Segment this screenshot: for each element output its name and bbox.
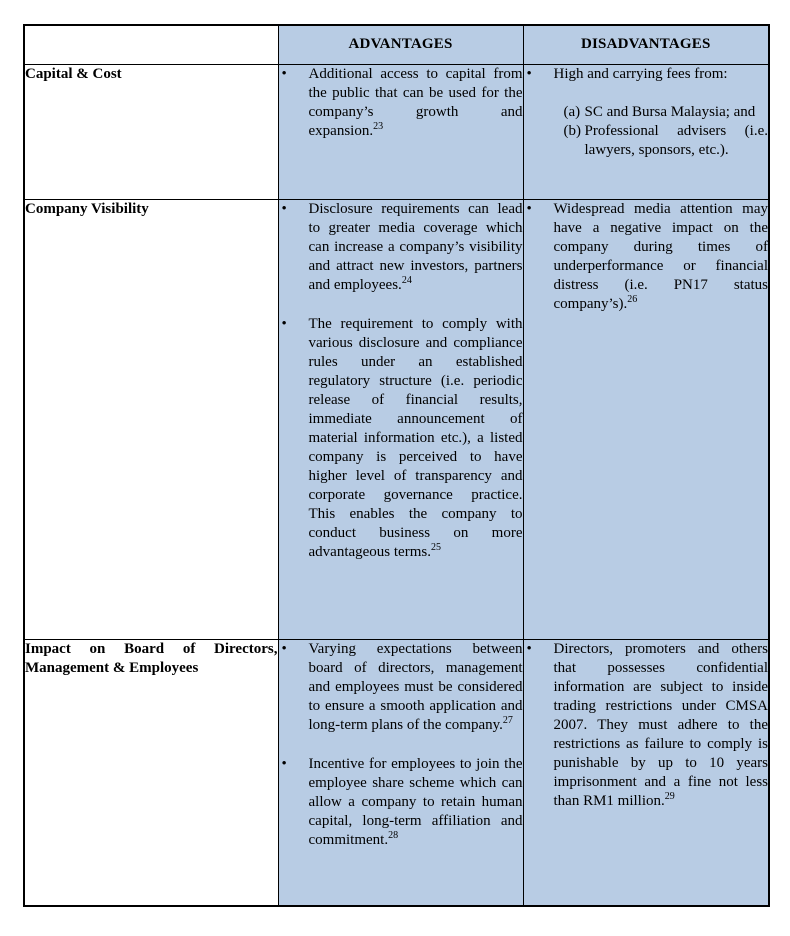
- disadvantages-cell: [523, 639, 769, 906]
- row-label: Company Visibility: [24, 199, 278, 639]
- footnote-ref: 29: [664, 790, 675, 802]
- footnote-ref: 26: [627, 293, 638, 305]
- sub-item-marker: (b): [563, 122, 581, 139]
- bullet-icon: •: [281, 65, 287, 82]
- footnote-ref: 28: [388, 829, 399, 841]
- bullet-icon: •: [526, 640, 532, 657]
- bullet-icon: •: [281, 315, 287, 332]
- disadvantages-cell: [523, 199, 769, 639]
- table-row-impact-board: [24, 639, 769, 906]
- sub-list: [564, 103, 769, 160]
- bullet-icon: •: [281, 640, 287, 657]
- row-label: Impact on Board of Directors, Management & Employees: [24, 639, 278, 906]
- header-advantages: ADVANTAGES: [278, 25, 523, 64]
- table-row-capital-cost: [24, 64, 769, 199]
- row-label: Capital & Cost: [24, 64, 278, 199]
- bullet-text: Varying expectations between board of directors, management and employees must be considered to ensure a smooth application and long-term plans of the company.: [308, 640, 523, 733]
- sub-item-marker: (a): [563, 103, 581, 120]
- bullet-text: High and carrying fees from:: [553, 65, 728, 82]
- bullet-text: Additional access to capital from the public that can be used for the company’s growth and expansion.: [308, 65, 523, 139]
- header-disadvantages: DISADVANTAGES: [523, 25, 769, 64]
- bullet-text: The requirement to comply with various disclosure and compliance rules under an established regulatory structure (i.e. periodic release of financial results, immediate announcement of material information etc.), a listed company is perceived to have higher level of transparency and corporate governance practice. This enables the company to conduct business on more advantageous terms.: [308, 315, 523, 560]
- bullet-text: Directors, promoters and others that possesses confidential information are subject to inside trading restrictions under CMSA 2007. They must adhere to the restrictions as failure to comply is punishable by up to 10 years imprisonment and a fine not less than RM1 million.: [553, 640, 768, 809]
- sub-item-b: [564, 122, 769, 160]
- footnote-ref: 25: [430, 541, 441, 553]
- table-header-row: [24, 25, 769, 64]
- advantages-cell: [278, 64, 523, 199]
- bullet-text: Widespread media attention may have a negative impact on the company during times of underperformance or financial distress (i.e. PN17 status company’s).: [553, 200, 768, 312]
- bullet-item: [279, 640, 523, 735]
- sub-item-text: Professional advisers (i.e. lawyers, sponsors, etc.).: [584, 122, 768, 158]
- bullet-item: [524, 200, 769, 314]
- disadvantages-cell: [523, 64, 769, 199]
- advantages-cell: [278, 199, 523, 639]
- bullet-icon: •: [281, 755, 287, 772]
- header-corner-cell: [24, 25, 278, 64]
- sub-item-a: [564, 103, 769, 122]
- sub-item-text: SC and Bursa Malaysia; and: [584, 103, 756, 120]
- advantages-disadvantages-table: [23, 24, 770, 907]
- bullet-item: [279, 65, 523, 141]
- bullet-text: Incentive for employees to join the employee share scheme which can allow a company to retain human capital, long-term affiliation and commitment.: [308, 755, 523, 848]
- footnote-ref: 27: [502, 714, 513, 726]
- bullet-item: [279, 315, 523, 562]
- bullet-icon: •: [526, 65, 532, 82]
- bullet-text: Disclosure requirements can lead to greater media coverage which can increase a company’s visibility and attract new investors, partners and employees.: [308, 200, 523, 293]
- bullet-item: [524, 65, 769, 160]
- bullet-item: [524, 640, 769, 811]
- bullet-icon: •: [281, 200, 287, 217]
- footnote-ref: 23: [373, 120, 384, 132]
- footnote-ref: 24: [401, 274, 412, 286]
- bullet-icon: •: [526, 200, 532, 217]
- bullet-item: [279, 755, 523, 850]
- table-row-company-visibility: [24, 199, 769, 639]
- advantages-cell: [278, 639, 523, 906]
- bullet-item: [279, 200, 523, 295]
